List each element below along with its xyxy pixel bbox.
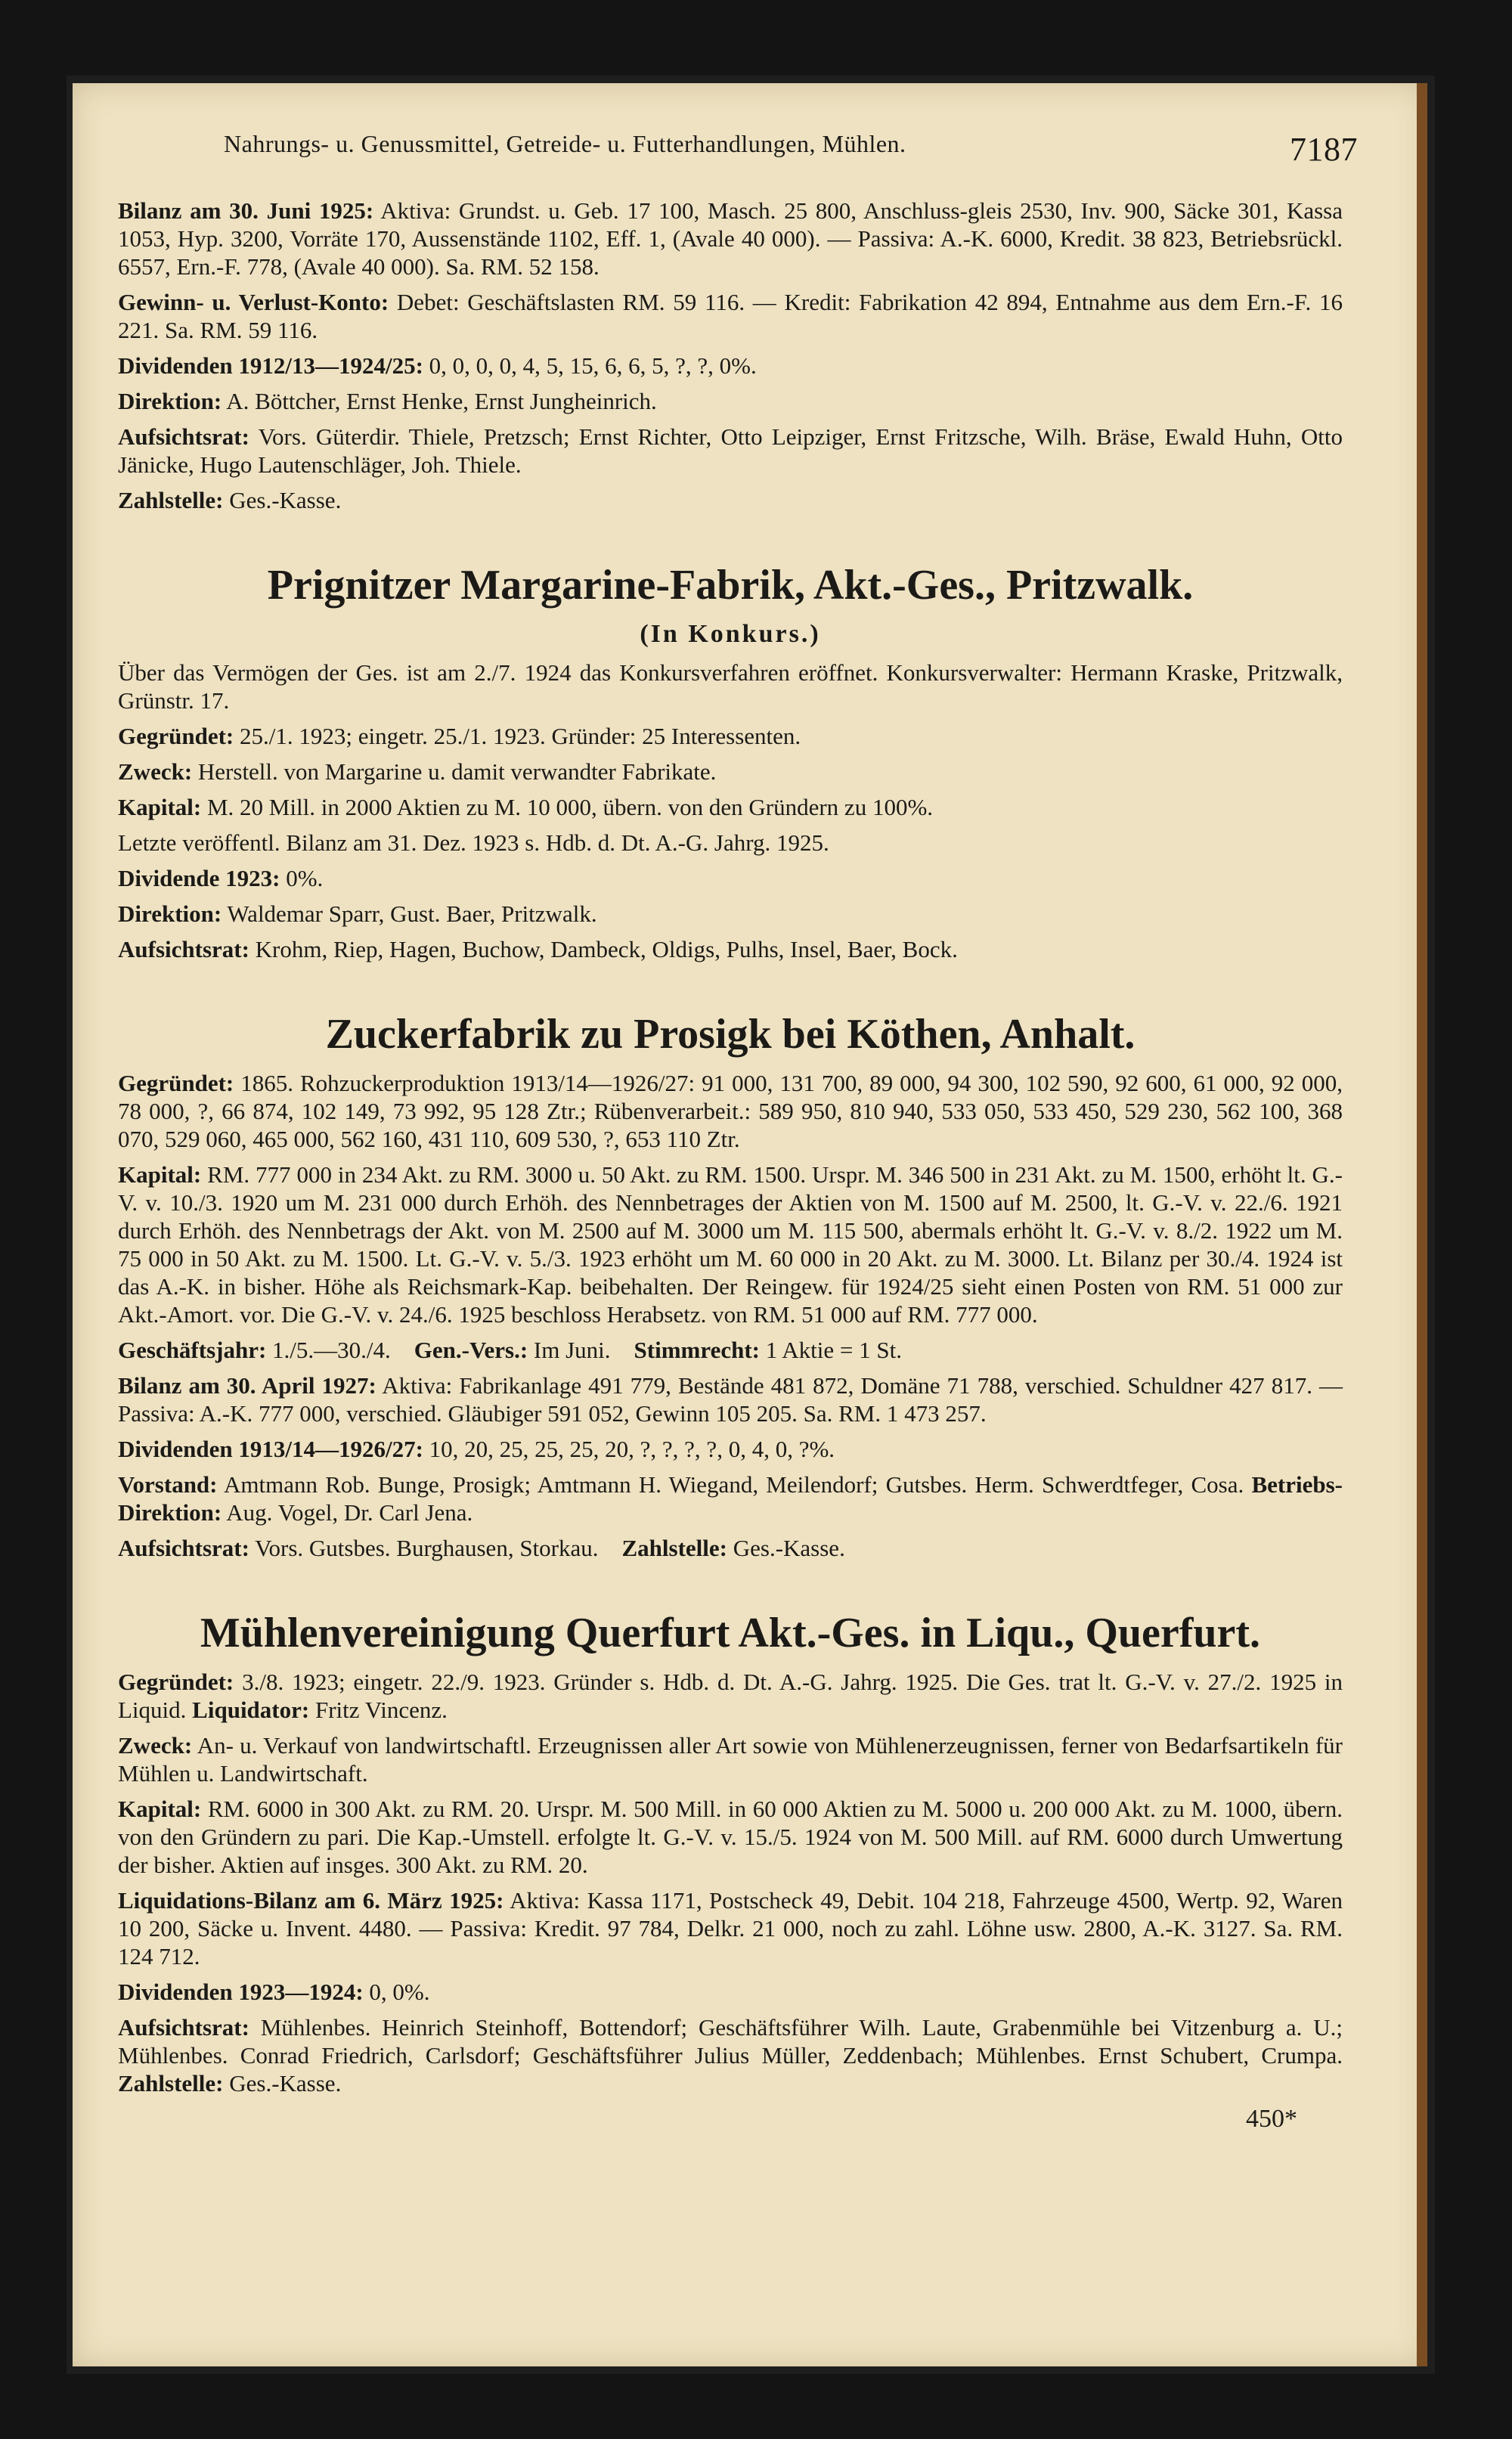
- page-content: [118, 197, 1343, 2133]
- entry-continued: [118, 197, 1343, 514]
- signature-mark: 450*: [1246, 2105, 1297, 2133]
- management: Direktion: Waldemar Sparr, Gust. Baer, Pritzwalk.: [118, 900, 597, 927]
- founded: Gegründet: 3./8. 1923; eingetr. 22./9. 1923. Gründer s. Hdb. d. Dt. A.-G. Jahrg. 1925. Die Ges. trat lt. G.-V. v. 27./2. 1925 in Liquid. Liquidator: Fritz Vincenz.: [118, 1669, 1343, 1723]
- running-title: Nahrungs- u. Genussmittel, Getreide- u. Futterhandlungen, Mühlen.: [224, 130, 906, 157]
- dividends: Dividenden 1912/13—1924/25: 0, 0, 0, 0, 4, 5, 15, 6, 6, 5, ?, ?, 0%.: [118, 352, 757, 379]
- liquidation-balance: Liquidations-Bilanz am 6. März 1925: Aktiva: Kassa 1171, Postscheck 49, Debit. 104 218, Fahrzeuge 4500, Wertp. 92, Waren 10 200, Säcke u. Invent. 4480. — Passiva: Kredit. 97 784, Delkr. 21 000, noch zu zahl. Löhne usw. 2800, A.-K. 3127. Sa. RM. 124 712.: [118, 1887, 1343, 1969]
- capital: Kapital: RM. 777 000 in 234 Akt. zu RM. 3000 u. 50 Akt. zu RM. 1500. Urspr. M. 346 500 in 231 Akt. zu M. 1500, erhöht lt. G.-V. v. 10./3. 1920 um M. 231 000 durch Erhöh. des Nennbetrages der Aktien von M. 1500 auf M. 2500, lt. G.-V. v. 22./6. 1921 durch Erhöh. des Nennbetrags der Akt. von M. 2500 auf M. 3000 um M. 115 500, abermals erhöht lt. G.-V. v. 8./2. 1922 um M. 75 000 in 50 Akt. zu M. 1500. Lt. G.-V. v. 5./3. 1923 erhöht um M. 60 000 in 20 Akt. zu M. 3000. Lt. Bilanz per 30./4. 1924 ist das A.-K. in bisher. Höhe als Reichsmark-Kap. beibehalten. Der Reingew. für 1924/25 sieht einen Posten von RM. 51 000 zur Akt.-Amort. vor. Die G.-V. v. 24./6. 1925 beschloss Herabsetz. von RM. 51 000 auf RM. 777 000.: [118, 1161, 1343, 1328]
- company-title: Zuckerfabrik zu Prosigk bei Köthen, Anhalt.: [325, 1011, 1136, 1058]
- founded: Gegründet: 25./1. 1923; eingetr. 25./1. 1923. Gründer: 25 Interessenten.: [118, 723, 801, 749]
- balance-sheet: Bilanz am 30. Juni 1925: Aktiva: Grundst. u. Geb. 17 100, Masch. 25 800, Anschluss-gleis 2530, Inv. 900, Säcke 301, Kassa 1053, Hyp. 3200, Vorräte 170, Aussenstände 1102, Eff. 1, (Avale 40 000). — Passiva: A.-K. 6000, Kredit. 38 823, Betriebsrückl. 6557, Ern.-F. 778, (Avale 40 000). Sa. RM. 52 158.: [118, 197, 1343, 280]
- founded: Gegründet: 1865. Rohzuckerproduktion 1913/14—1926/27: 91 000, 131 700, 89 000, 94 300, 102 590, 92 600, 61 000, 92 000, 78 000, ?, 66 874, 102 149, 73 992, 95 128 Ztr.; Rübenverarbeit.: 589 950, 810 940, 533 050, 533 450, 529 230, 562 100, 368 070, 529 060, 465 000, 562 160, 431 110, 609 530, ?, 653 110 Ztr.: [118, 1070, 1343, 1152]
- profit-loss-account: Gewinn- u. Verlust-Konto: Debet: Geschäftslasten RM. 59 116. — Kredit: Fabrikation 42 894, Entnahme aus dem Ern.-F. 16 221. Sa. RM. 59 116.: [118, 289, 1343, 343]
- page-number: 7187: [1290, 131, 1358, 168]
- company-title: Mühlenvereinigung Querfurt Akt.-Ges. in Liqu., Querfurt.: [200, 1610, 1261, 1656]
- capital: Kapital: M. 20 Mill. in 2000 Aktien zu M. 10 000, übern. von den Gründern zu 100%.: [118, 794, 934, 820]
- entry-prignitzer-margarine: [118, 561, 1343, 963]
- purpose: Zweck: Herstell. von Margarine u. damit verwandter Fabrikate.: [118, 758, 717, 785]
- company-title: Prignitzer Margarine-Fabrik, Akt.-Ges., Pritzwalk.: [267, 562, 1194, 609]
- entry-muehlenvereinigung-querfurt: [118, 1609, 1343, 2133]
- dividends: Dividenden 1923—1924: 0, 0%.: [118, 1979, 430, 2005]
- last-balance-note: Letzte veröffentl. Bilanz am 31. Dez. 1923 s. Hdb. d. Dt. A.-G. Jahrg. 1925.: [118, 829, 829, 856]
- page-edge: [1417, 83, 1427, 2366]
- dividends: Dividenden 1913/14—1926/27: 10, 20, 25, 25, 25, 20, ?, ?, ?, ?, 0, 4, 0, ?%.: [118, 1436, 835, 1462]
- document-page: [73, 83, 1427, 2366]
- supervisory-board: Aufsichtsrat: Vors. Güterdir. Thiele, Pretzsch; Ernst Richter, Otto Leipziger, Ernst Fritzsche, Wilh. Bräse, Ewald Huhn, Otto Jänicke, Hugo Lautenschläger, Joh. Thiele.: [118, 423, 1343, 478]
- entry-zuckerfabrik-prosigk: [118, 1010, 1343, 1562]
- fiscal-year-line: Geschäftsjahr: 1./5.—30./4. Gen.-Vers.: Im Juni. Stimmrecht: 1 Aktie = 1 St.: [118, 1337, 902, 1363]
- company-status: (In Konkurs.): [640, 620, 821, 648]
- bankruptcy-note: Über das Vermögen der Ges. ist am 2./7. 1924 das Konkursverfahren eröffnet. Konkursverwalter: Hermann Kraske, Pritzwalk, Grünstr. 17.: [118, 659, 1343, 714]
- dividend: Dividende 1923: 0%.: [118, 865, 324, 891]
- supervisory-board: Aufsichtsrat: Mühlenbes. Heinrich Steinhoff, Bottendorf; Geschäftsführer Wilh. Laute, Grabenmühle bei Vitzenburg a. U.; Mühlenbes. Conrad Friedrich, Carlsdorf; Geschäftsführer Julius Müller, Zeddenbach; Mühlenbes. Ernst Schubert, Crumpa. Zahlstelle: Ges.-Kasse.: [118, 2014, 1343, 2097]
- purpose: Zweck: An- u. Verkauf von landwirtschaftl. Erzeugnissen aller Art sowie von Mühlenerzeugnissen, ferner von Bedarfsartikeln für Mühlen u. Landwirtschaft.: [118, 1732, 1343, 1787]
- paying-agent: Zahlstelle: Ges.-Kasse.: [118, 487, 342, 513]
- balance-sheet: Bilanz am 30. April 1927: Aktiva: Fabrikanlage 491 779, Bestände 481 872, Domäne 71 788, verschied. Schuldner 427 817. — Passiva: A.-K. 777 000, verschied. Gläubiger 591 052, Gewinn 105 205. Sa. RM. 1 473 257.: [118, 1372, 1343, 1427]
- board: Vorstand: Amtmann Rob. Bunge, Prosigk; Amtmann H. Wiegand, Meilendorf; Gutsbes. Herm. Schwerdtfeger, Cosa. Betriebs-Direktion: Aug. Vogel, Dr. Carl Jena.: [118, 1471, 1343, 1526]
- capital: Kapital: RM. 6000 in 300 Akt. zu RM. 20. Urspr. M. 500 Mill. in 60 000 Aktien zu M. 5000 u. 200 000 Akt. zu M. 1000, übern. von den Gründern zu pari. Die Kap.-Umstell. erfolgte lt. G.-V. v. 15./5. 1924 von M. 500 Mill. auf RM. 6000 durch Umwertung der bisher. Aktien auf insges. 300 Akt. zu RM. 20.: [118, 1796, 1343, 1878]
- supervisory-board: Aufsichtsrat: Vors. Gutsbes. Burghausen, Storkau. Zahlstelle: Ges.-Kasse.: [118, 1535, 845, 1561]
- management: Direktion: A. Böttcher, Ernst Henke, Ernst Jungheinrich.: [118, 388, 657, 414]
- running-header: [224, 130, 1358, 168]
- supervisory-board: Aufsichtsrat: Krohm, Riep, Hagen, Buchow, Dambeck, Oldigs, Pulhs, Insel, Baer, Bock.: [118, 936, 958, 962]
